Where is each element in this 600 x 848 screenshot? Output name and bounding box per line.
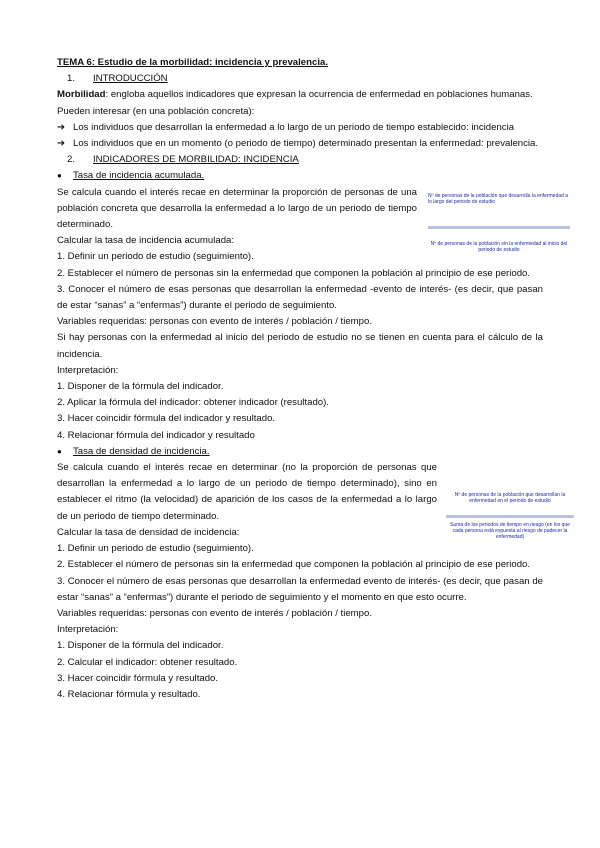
tia-interpretation-title: Interpretación: [57,364,119,376]
tia-interpretation-step: 3. Hacer coincidir fórmula del indicador y resultado. [57,413,276,425]
tia-note: Si hay personas con la enfermedad al inicio del periodo de estudio no se tienen en cuenta para el cálculo de la incidencia. [57,332,543,360]
tia-calc-title: Calcular la tasa de incidencia acumulada: [57,235,235,247]
tdi-description: Se calcula cuando el interés recae en determinar (no la proporción de personas que desarrollan la enfermedad a lo largo de un periodo de tiempo determinado), sino en establecer el ritmo (la velocidad) de aparición de los casos de la enfermedad a lo largo de un periodo de tiempo determinado. [57,462,437,522]
tdi-interpretation-title: Interpretación: [57,624,119,636]
fraction-bar [428,226,570,229]
morbidity-definition [57,87,543,103]
formula-denominator: Nº de personas de la población sin la enfermedad al inicio del periodo de estudio [430,241,568,253]
list-item-text: Los individuos que en un momento (o periodo de tiempo) determinado presentan la enfermedad: prevalencia. [73,138,539,150]
tdi-interpretation-step: 1. Disponer de la fórmula del indicador. [57,640,224,652]
tia-interpretation-step: 2. Aplicar la fórmula del indicador: obtener indicador (resultado). [57,397,329,409]
bullet-icon: ● [57,446,62,456]
formula-numerator: Nº de personas de la población que desarrolla la enfermedad a lo largo del periodo de estudio [428,193,568,205]
tdi-step: 2. Establecer el número de personas sin la enfermedad que componen la población al principio de ese periodo. [57,559,531,571]
tia-description: Se calcula cuando el interés recae en determinar la proporción de personas de una población concreta que desarrolla la enfermedad a lo largo de un periodo de tiempo determinado. [57,186,417,231]
tia-variables: Variables requeridas: personas con evento de interés / población / tiempo. [57,316,373,328]
subheading-text: Tasa de incidencia acumulada. [73,170,205,182]
section-title: INTRODUCCIÓN [93,73,168,85]
tia-step: 3. Conocer el número de esas personas que desarrollan la enfermedad -evento de interés- (es decir, que pasan de estar “sanas” a “enfermas”) durante el periodo de seguimiento. [57,283,543,312]
subheading-tia [57,168,543,184]
intro-lead: Pueden interesar (en una población concreta): [57,105,255,117]
tia-interpretation-step: 4. Relacionar fórmula del indicador y resultado [57,429,255,441]
section-heading-1 [57,71,543,87]
section-title: INDICADORES DE MORBILIDAD: INCIDENCIA [93,154,299,166]
list-item [57,136,543,152]
morbidity-definition-text: : engloba aquellos indicadores que expresan la ocurrencia de enfermedad en poblaciones humanas. [105,89,533,101]
tdi-interpretation-step: 4. Relacionar fórmula y resultado. [57,688,201,700]
tdi-variables: Variables requeridas: personas con evento de interés / población / tiempo. [57,607,373,619]
morbidity-term: Morbilidad [57,89,106,101]
bullet-icon: ● [57,171,62,181]
tdi-step: 1. Definir un periodo de estudio (seguimiento). [57,543,254,555]
formula-image-tdi [446,492,574,540]
fraction-bar [446,515,574,518]
formula-image-tia [428,193,570,253]
list-item-text: Los individuos que desarrollan la enfermedad a lo largo de un periodo de tiempo establecido: incidencia [73,121,515,133]
formula-denominator: Suma de los periodos de tiempo en riesgo (en los que cada persona está expuesta al riesgo de padecer la enfermedad) [450,522,570,540]
tia-step: 2. Establecer el número de personas sin la enfermedad que componen la población al principio de ese periodo. [57,267,531,279]
subheading-text: Tasa de densidad de incidencia. [73,445,210,457]
document-content [57,55,543,703]
tdi-interpretation-step: 2. Calcular el indicador: obtener resultado. [57,656,238,668]
section-number: 2. [67,154,76,166]
arrow-right-icon: ➔ [57,138,66,150]
formula-numerator: Nº de personas de la población que desarrollan la enfermedad en el periodo de estudio [454,492,566,504]
subheading-tdi [57,444,543,460]
tia-step: 1. Definir un periodo de estudio (seguimiento). [57,251,254,263]
section-heading-2 [57,152,543,168]
tia-interpretation-step: 1. Disponer de la fórmula del indicador. [57,381,224,393]
list-item [57,120,543,136]
document-title: TEMA 6: Estudio de la morbilidad: incidencia y prevalencia. [57,57,328,68]
tdi-interpretation-step: 3. Hacer coincidir fórmula y resultado. [57,672,219,684]
arrow-right-icon: ➔ [57,121,66,133]
section-number: 1. [67,73,76,85]
tdi-calc-title: Calcular la tasa de densidad de incidencia: [57,526,240,538]
tdi-step: 3. Conocer el número de esas personas que desarrollan la enfermedad evento de interés- (es decir, que pasan de estar “sanas” a “enfermas”) durante el periodo de seguimiento y el momento en que esto ocurre. [57,575,543,603]
